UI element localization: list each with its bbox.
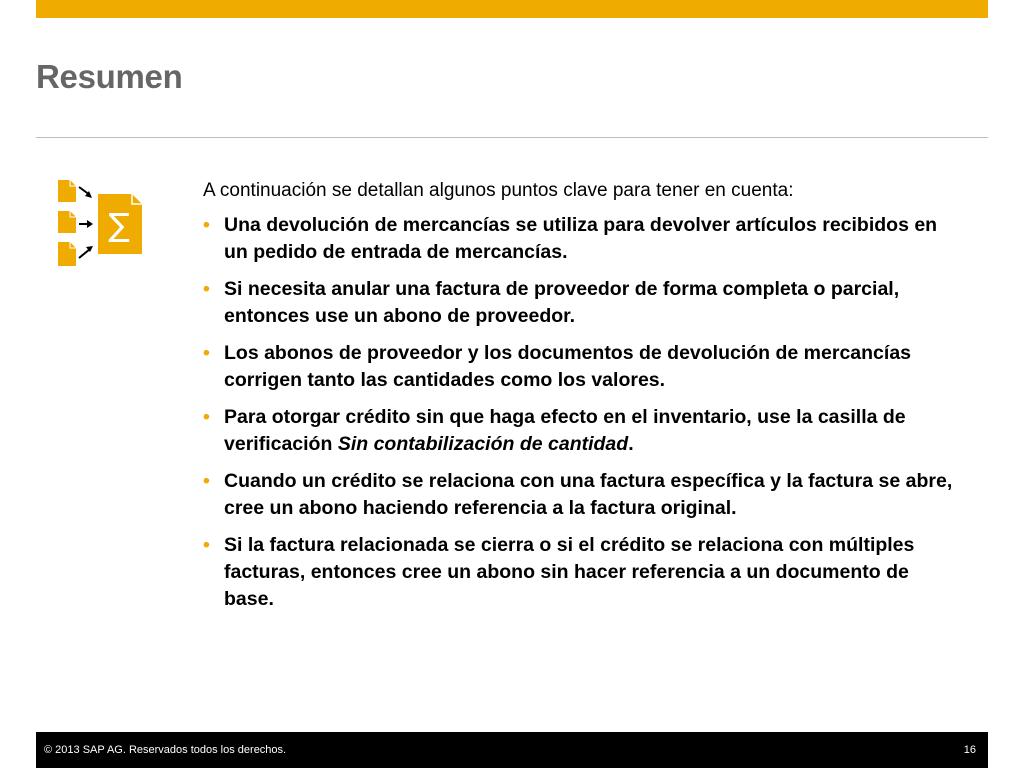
list-item-text: Para otorgar crédito sin que haga efecto en el inventario, use la casilla de verificación	[224, 406, 906, 455]
list-item	[203, 404, 963, 458]
content-area	[203, 178, 963, 623]
list-item-text: Si la factura relacionada se cierra o si el crédito se relaciona con múltiples facturas, entonces cree un abono sin hacer referencia a un documento de base.	[224, 534, 915, 610]
list-item-text: Los abonos de proveedor y los documentos de devolución de mercancías corrigen tanto las cantidades como los valores.	[224, 342, 912, 391]
list-item-text: Cuando un crédito se relaciona con una factura específica y la factura se abre, cree un abono haciendo referencia a la factura original.	[224, 470, 953, 519]
footer-bar	[36, 732, 988, 768]
list-item	[203, 532, 963, 613]
list-item-text: Si necesita anular una factura de proveedor de forma completa o parcial, entonces use un abono de proveedor.	[224, 278, 900, 327]
bullet-dot: •	[203, 278, 210, 300]
list-item-emphasis: Sin contabilización de cantidad	[337, 433, 629, 455]
copyright-text: © 2013 SAP AG. Reservados todos los derechos.	[44, 744, 287, 756]
large-document-icon	[98, 194, 142, 254]
key-points-list	[203, 212, 963, 613]
list-item	[203, 276, 963, 330]
list-item	[203, 212, 963, 266]
list-item-text-end: .	[628, 433, 634, 455]
list-item	[203, 468, 963, 522]
list-item-text: Una devolución de mercancías se utiliza para devolver artículos recibidos en un pedido de entrada de mercancías.	[224, 214, 938, 263]
bullet-dot: •	[203, 534, 210, 556]
document-summary-icon-graphic	[56, 178, 148, 270]
bullet-dot: •	[203, 342, 210, 364]
sigma-symbol: ∑	[108, 206, 130, 244]
bullet-dot: •	[203, 406, 210, 428]
title-divider	[36, 137, 988, 138]
intro-text: A continuación se detallan algunos puntos clave para tener en cuenta:	[203, 180, 794, 201]
arrow-icon	[79, 187, 93, 258]
list-item	[203, 340, 963, 394]
top-accent-bar	[36, 0, 988, 18]
small-document-icon	[58, 211, 76, 233]
bullet-dot: •	[203, 470, 210, 492]
small-document-icon	[58, 242, 76, 266]
page-number: 16	[963, 744, 976, 756]
small-document-icon	[58, 180, 76, 202]
document-summary-icon	[56, 178, 148, 270]
bullet-dot: •	[203, 214, 210, 236]
page-title: Resumen	[36, 58, 183, 95]
